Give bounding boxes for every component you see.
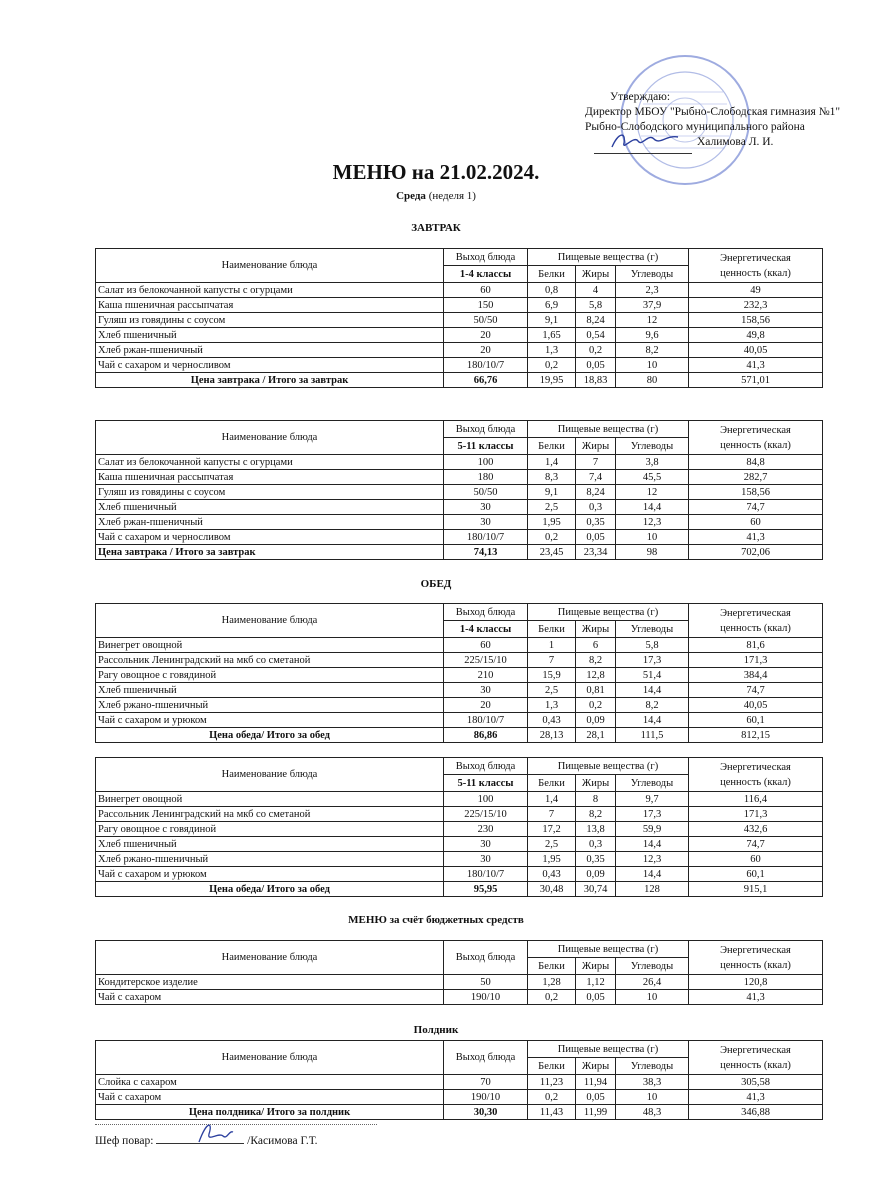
header-fat: Жиры [576,958,616,975]
header-energy: Энергетическая ценность (ккал) [689,1041,823,1075]
table-lunch-1-4 [95,603,823,743]
header-carbs: Углеводы [616,621,689,638]
table-row: Рассольник Ленинградский на мкб со сметаной 225/15/10 7 8,2 17,3 171,3 [96,653,823,668]
header-name: Наименование блюда [96,249,444,283]
header-carbs: Углеводы [616,1058,689,1075]
header-energy: Энергетическая ценность (ккал) [689,421,823,455]
table-row: Салат из белокочанной капусты с огурцами 60 0,8 4 2,3 49 [96,283,823,298]
table-budget [95,940,823,1005]
header-protein: Белки [528,266,576,283]
header-nutrients: Пищевые вещества (г) [528,604,689,621]
table-row: Винегрет овощной 60 1 6 5,8 81,6 [96,638,823,653]
header-name: Наименование блюда [96,758,444,792]
table-row: Гуляш из говядины с соусом 50/50 9,1 8,24 12 158,56 [96,313,823,328]
chef-signature [95,1133,318,1147]
header-fat: Жиры [576,621,616,638]
header-name: Наименование блюда [96,941,444,975]
header-output: Выход блюда [444,249,528,266]
table-row: Хлеб ржан-пшеничный 20 1,3 0,2 8,2 40,05 [96,343,823,358]
section-title-snack: Полдник [413,1024,459,1036]
table-breakfast-5-11 [95,420,823,560]
director-signature-icon [608,125,688,155]
table-row: Чай с сахаром и урюком 180/10/7 0,43 0,09 14,4 60,1 [96,713,823,728]
chef-name: /Касимова Г.Т. [247,1135,318,1147]
header-carbs: Углеводы [616,958,689,975]
header-energy: Энергетическая ценность (ккал) [689,758,823,792]
page-subtitle [0,190,872,202]
header-carbs: Углеводы [616,775,689,792]
header-name: Наименование блюда [96,1041,444,1075]
table-row: Хлеб ржан-пшеничный 30 1,95 0,35 12,3 60 [96,515,823,530]
page-title: МЕНЮ на 21.02.2024. [332,160,540,184]
table-row: Салат из белокочанной капусты с огурцами 100 1,4 7 3,8 84,8 [96,455,823,470]
header-grade: 1-4 классы [444,621,528,638]
table-row: Чай с сахаром 190/10 0,2 0,05 10 41,3 [96,990,823,1005]
table-row: Хлеб ржано-пшеничный 20 1,3 0,2 8,2 40,05 [96,698,823,713]
total-row: Цена завтрака / Итого за завтрак 66,76 19,95 18,83 80 571,01 [96,373,823,388]
header-grade: 5-11 классы [444,438,528,455]
table-lunch-5-11 [95,757,823,897]
approval-line-3: Рыбно-Слободского муниципального района [585,121,805,133]
header-nutrients: Пищевые вещества (г) [528,758,689,775]
table-row: Чай с сахаром и черносливом 180/10/7 0,2 0,05 10 41,3 [96,358,823,373]
header-protein: Белки [528,775,576,792]
table-row: Кондитерское изделие 50 1,28 1,12 26,4 120,8 [96,975,823,990]
subtitle-week: (неделя 1) [428,190,476,202]
total-row: Цена обеда/ Итого за обед 95,95 30,48 30,74 128 915,1 [96,882,823,897]
header-fat: Жиры [576,266,616,283]
header-nutrients: Пищевые вещества (г) [528,249,689,266]
approval-signer: Халимова Л. И. [697,136,774,148]
header-fat: Жиры [576,1058,616,1075]
header-nutrients: Пищевые вещества (г) [528,1041,689,1058]
header-energy: Энергетическая ценность (ккал) [689,941,823,975]
header-protein: Белки [528,1058,576,1075]
table-row: Хлеб пшеничный 30 2,5 0,81 14,4 74,7 [96,683,823,698]
header-fat: Жиры [576,775,616,792]
chef-label: Шеф повар: [95,1135,154,1147]
section-title-lunch: ОБЕД [420,578,452,590]
header-name: Наименование блюда [96,421,444,455]
table-row: Хлеб пшеничный 20 1,65 0,54 9,6 49,8 [96,328,823,343]
table-row: Хлеб ржано-пшеничный 30 1,95 0,35 12,3 60 [96,852,823,867]
table-row: Каша пшеничная рассыпчатая 180 8,3 7,4 45,5 282,7 [96,470,823,485]
table-row: Слойка с сахаром 70 11,23 11,94 38,3 305,58 [96,1075,823,1090]
header-output: Выход блюда [444,941,528,975]
table-row: Чай с сахаром и черносливом 180/10/7 0,2 0,05 10 41,3 [96,530,823,545]
header-output: Выход блюда [444,1041,528,1075]
total-row: Цена завтрака / Итого за завтрак 74,13 23,45 23,34 98 702,06 [96,545,823,560]
header-energy: Энергетическая ценность (ккал) [689,249,823,283]
table-row: Хлеб пшеничный 30 2,5 0,3 14,4 74,7 [96,500,823,515]
table-row: Чай с сахаром и урюком 180/10/7 0,43 0,09 14,4 60,1 [96,867,823,882]
table-row: Рагу овощное с говядиной 230 17,2 13,8 59,9 432,6 [96,822,823,837]
header-output: Выход блюда [444,421,528,438]
table-row: Каша пшеничная рассыпчатая 150 6,9 5,8 37,9 232,3 [96,298,823,313]
approval-line-1: Утверждаю: [610,91,671,103]
approval-line-2: Директор МБОУ "Рыбно-Слободская гимназия №1" [585,106,841,118]
dotted-divider [95,1124,377,1125]
header-protein: Белки [528,621,576,638]
section-title-budget: МЕНЮ за счёт бюджетных средств [348,914,524,926]
header-grade: 1-4 классы [444,266,528,283]
header-protein: Белки [528,438,576,455]
header-carbs: Углеводы [616,266,689,283]
header-output: Выход блюда [444,758,528,775]
header-output: Выход блюда [444,604,528,621]
header-nutrients: Пищевые вещества (г) [528,421,689,438]
header-grade: 5-11 классы [444,775,528,792]
header-name: Наименование блюда [96,604,444,638]
total-row: Цена полдника/ Итого за полдник 30,30 11,43 11,99 48,3 346,88 [96,1105,823,1120]
header-carbs: Углеводы [616,438,689,455]
table-row: Чай с сахаром 190/10 0,2 0,05 10 41,3 [96,1090,823,1105]
header-fat: Жиры [576,438,616,455]
section-title-breakfast: ЗАВТРАК [411,222,461,234]
header-energy: Энергетическая ценность (ккал) [689,604,823,638]
header-nutrients: Пищевые вещества (г) [528,941,689,958]
table-snack [95,1040,823,1120]
table-row: Рассольник Ленинградский на мкб со сметаной 225/15/10 7 8,2 17,3 171,3 [96,807,823,822]
total-row: Цена обеда/ Итого за обед 86,86 28,13 28,1 111,5 812,15 [96,728,823,743]
table-row: Винегрет овощной 100 1,4 8 9,7 116,4 [96,792,823,807]
chef-signature-line [156,1133,244,1144]
table-row: Хлеб пшеничный 30 2,5 0,3 14,4 74,7 [96,837,823,852]
table-row: Гуляш из говядины с соусом 50/50 9,1 8,24 12 158,56 [96,485,823,500]
table-row: Рагу овощное с говядиной 210 15,9 12,8 51,4 384,4 [96,668,823,683]
subtitle-day: Среда [396,190,426,202]
table-breakfast-1-4 [95,248,823,388]
header-protein: Белки [528,958,576,975]
